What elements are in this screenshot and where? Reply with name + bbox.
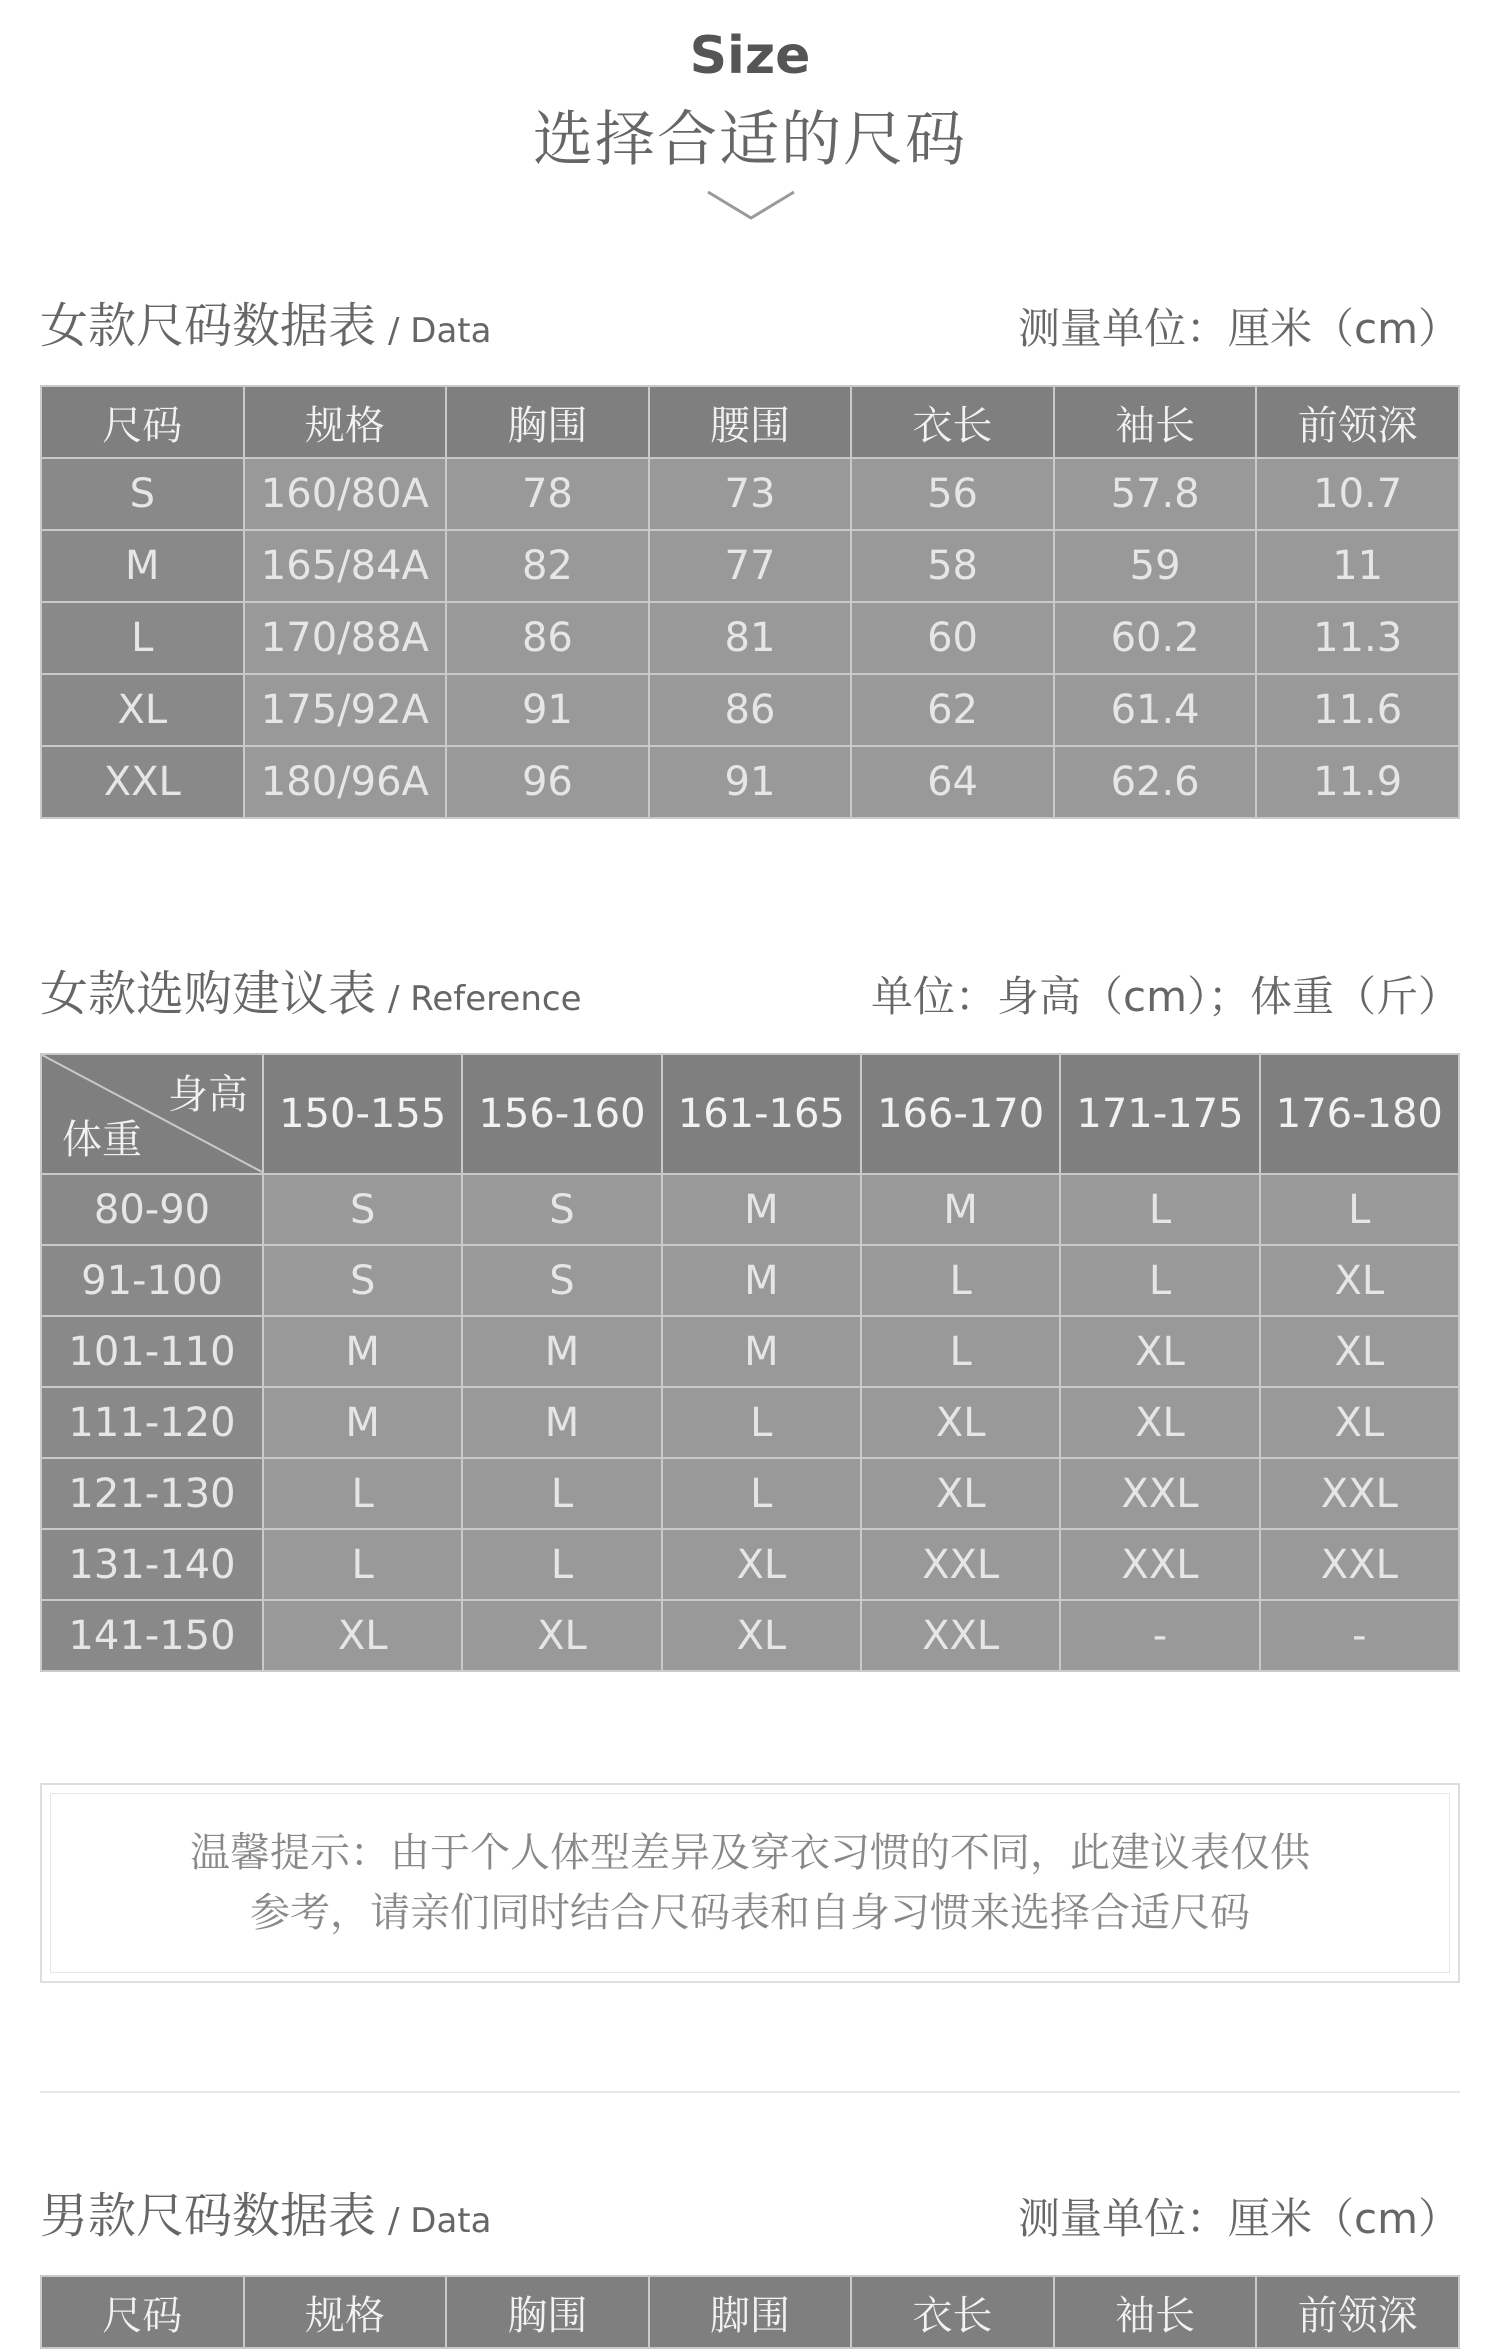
size-cell: L (1260, 1174, 1459, 1245)
weight-cell: 131-140 (41, 1529, 263, 1600)
size-cell: XL (662, 1600, 861, 1671)
size-cell: S (462, 1174, 661, 1245)
tip-box (40, 1783, 1460, 1983)
size-cell: L (1060, 1245, 1259, 1316)
weight-cell: 111-120 (41, 1387, 263, 1458)
men-size-header (40, 2190, 1460, 2250)
size-cell: M (662, 1316, 861, 1387)
length-cell: 62 (851, 674, 1054, 746)
size-cell: XL (1260, 1245, 1459, 1316)
women-size-subtitle: / Data (388, 311, 492, 351)
size-cell: XL (662, 1529, 861, 1600)
weight-cell: 80-90 (41, 1174, 263, 1245)
size-cell: XXL (861, 1600, 1060, 1671)
collar-cell: 11.9 (1256, 746, 1459, 818)
waist-cell: 81 (649, 602, 852, 674)
collar-cell: 11 (1256, 530, 1459, 602)
size-cell: M (662, 1174, 861, 1245)
table-row (41, 1174, 1459, 1245)
size-cell: M (263, 1316, 462, 1387)
tip-line-1: 温馨提示：由于个人体型差异及穿衣习惯的不同，此建议表仅供 (190, 1830, 1310, 1876)
women-ref-unit: 单位：身高（cm）；体重（斤） (870, 972, 1460, 1021)
women-ref-header (40, 968, 1460, 1028)
header-cell: 前领深 (1256, 386, 1459, 458)
header-cell: 腰围 (649, 386, 852, 458)
waist-cell: 86 (649, 674, 852, 746)
height-header-cell: 171-175 (1060, 1054, 1259, 1174)
header-cell: 规格 (244, 2276, 447, 2348)
hero-title-cn: 选择合适的尺码 (533, 105, 967, 175)
men-size-header-row (41, 2276, 1459, 2348)
size-cell: XL (1060, 1316, 1259, 1387)
header-cell: 脚围 (649, 2276, 852, 2348)
table-row (41, 458, 1459, 530)
spec-cell: 165/84A (244, 530, 447, 602)
corner-weight-label: 体重 (62, 1117, 142, 1163)
size-cell: XL (1260, 1387, 1459, 1458)
size-cell: L (41, 602, 244, 674)
weight-cell: 121-130 (41, 1458, 263, 1529)
size-cell: XL (462, 1600, 661, 1671)
collar-cell: 10.7 (1256, 458, 1459, 530)
women-ref-subtitle: / Reference (388, 979, 582, 1019)
length-cell: 60 (851, 602, 1054, 674)
size-cell: L (662, 1387, 861, 1458)
men-size-subtitle: / Data (388, 2201, 492, 2241)
women-size-table (40, 385, 1460, 819)
weight-cell: 91-100 (41, 1245, 263, 1316)
chest-cell: 86 (446, 602, 649, 674)
size-cell: XXL (861, 1529, 1060, 1600)
header-cell: 尺码 (41, 386, 244, 458)
size-cell: L (462, 1529, 661, 1600)
size-cell: XL (41, 674, 244, 746)
size-cell: L (861, 1245, 1060, 1316)
women-size-unit: 测量单位：厘米（cm） (1017, 304, 1460, 353)
size-cell: M (263, 1387, 462, 1458)
men-size-title: 男款尺码数据表 / Data (40, 2188, 492, 2244)
size-cell: S (462, 1245, 661, 1316)
spec-cell: 175/92A (244, 674, 447, 746)
height-header-cell: 166-170 (861, 1054, 1060, 1174)
table-row (41, 1245, 1459, 1316)
size-cell: S (263, 1245, 462, 1316)
men-size-unit: 测量单位：厘米（cm） (1017, 2194, 1460, 2243)
size-cell: - (1260, 1600, 1459, 1671)
women-size-title: 女款尺码数据表 / Data (40, 298, 492, 354)
size-cell: XL (263, 1600, 462, 1671)
chest-cell: 82 (446, 530, 649, 602)
size-hero (0, 0, 1500, 230)
weight-cell: 101-110 (41, 1316, 263, 1387)
size-cell: XL (1260, 1316, 1459, 1387)
sleeve-cell: 61.4 (1054, 674, 1257, 746)
height-header-cell: 176-180 (1260, 1054, 1459, 1174)
size-cell: S (263, 1174, 462, 1245)
tip-line-2: 参考，请亲们同时结合尺码表和自身习惯来选择合适尺码 (250, 1890, 1250, 1936)
table-row (41, 674, 1459, 746)
collar-cell: 11.6 (1256, 674, 1459, 746)
table-row (41, 1458, 1459, 1529)
size-cell: XXL (1060, 1529, 1259, 1600)
sleeve-cell: 59 (1054, 530, 1257, 602)
table-row (41, 1387, 1459, 1458)
sleeve-cell: 57.8 (1054, 458, 1257, 530)
length-cell: 58 (851, 530, 1054, 602)
women-ref-table (40, 1053, 1460, 1672)
collar-cell: 11.3 (1256, 602, 1459, 674)
header-cell: 胸围 (446, 2276, 649, 2348)
section-divider (40, 2091, 1460, 2093)
spec-cell: 180/96A (244, 746, 447, 818)
chest-cell: 91 (446, 674, 649, 746)
size-cell: L (662, 1458, 861, 1529)
size-cell: - (1060, 1600, 1259, 1671)
size-cell: XXL (1260, 1529, 1459, 1600)
table-row (41, 746, 1459, 818)
chest-cell: 78 (446, 458, 649, 530)
table-row (41, 1316, 1459, 1387)
size-cell: L (861, 1316, 1060, 1387)
chevron-down-icon (706, 188, 796, 222)
header-cell: 胸围 (446, 386, 649, 458)
sleeve-cell: 60.2 (1054, 602, 1257, 674)
size-cell: L (263, 1458, 462, 1529)
corner-cell (41, 1054, 263, 1174)
waist-cell: 77 (649, 530, 852, 602)
table-row (41, 1529, 1459, 1600)
size-cell: L (263, 1529, 462, 1600)
size-cell: XXL (1060, 1458, 1259, 1529)
table-row (41, 602, 1459, 674)
size-cell: M (662, 1245, 861, 1316)
sleeve-cell: 62.6 (1054, 746, 1257, 818)
size-cell: M (861, 1174, 1060, 1245)
table-row (41, 530, 1459, 602)
chest-cell: 96 (446, 746, 649, 818)
height-header-cell: 161-165 (662, 1054, 861, 1174)
size-cell: M (41, 530, 244, 602)
header-cell: 规格 (244, 386, 447, 458)
size-cell: M (462, 1316, 661, 1387)
table-row (41, 1600, 1459, 1671)
waist-cell: 91 (649, 746, 852, 818)
waist-cell: 73 (649, 458, 852, 530)
header-cell: 袖长 (1054, 386, 1257, 458)
length-cell: 64 (851, 746, 1054, 818)
header-cell: 衣长 (851, 386, 1054, 458)
women-size-header (40, 300, 1460, 360)
header-cell: 前领深 (1256, 2276, 1459, 2348)
size-cell: XL (1060, 1387, 1259, 1458)
women-ref-header-row (41, 1054, 1459, 1174)
weight-cell: 141-150 (41, 1600, 263, 1671)
height-header-cell: 156-160 (462, 1054, 661, 1174)
size-cell: M (462, 1387, 661, 1458)
spec-cell: 170/88A (244, 602, 447, 674)
women-size-header-row (41, 386, 1459, 458)
size-cell: L (1060, 1174, 1259, 1245)
size-cell: XL (861, 1387, 1060, 1458)
size-cell: XXL (1260, 1458, 1459, 1529)
size-cell: L (462, 1458, 661, 1529)
women-ref-title: 女款选购建议表 / Reference (40, 966, 582, 1022)
length-cell: 56 (851, 458, 1054, 530)
header-cell: 尺码 (41, 2276, 244, 2348)
spec-cell: 160/80A (244, 458, 447, 530)
size-cell: XL (861, 1458, 1060, 1529)
tip-text (120, 1823, 1380, 1943)
corner-height-label: 身高 (168, 1072, 248, 1118)
header-cell: 袖长 (1054, 2276, 1257, 2348)
size-cell: XXL (41, 746, 244, 818)
height-header-cell: 150-155 (263, 1054, 462, 1174)
men-size-table (40, 2275, 1460, 2349)
size-cell: S (41, 458, 244, 530)
header-cell: 衣长 (851, 2276, 1054, 2348)
hero-title-en: Size (689, 26, 811, 86)
